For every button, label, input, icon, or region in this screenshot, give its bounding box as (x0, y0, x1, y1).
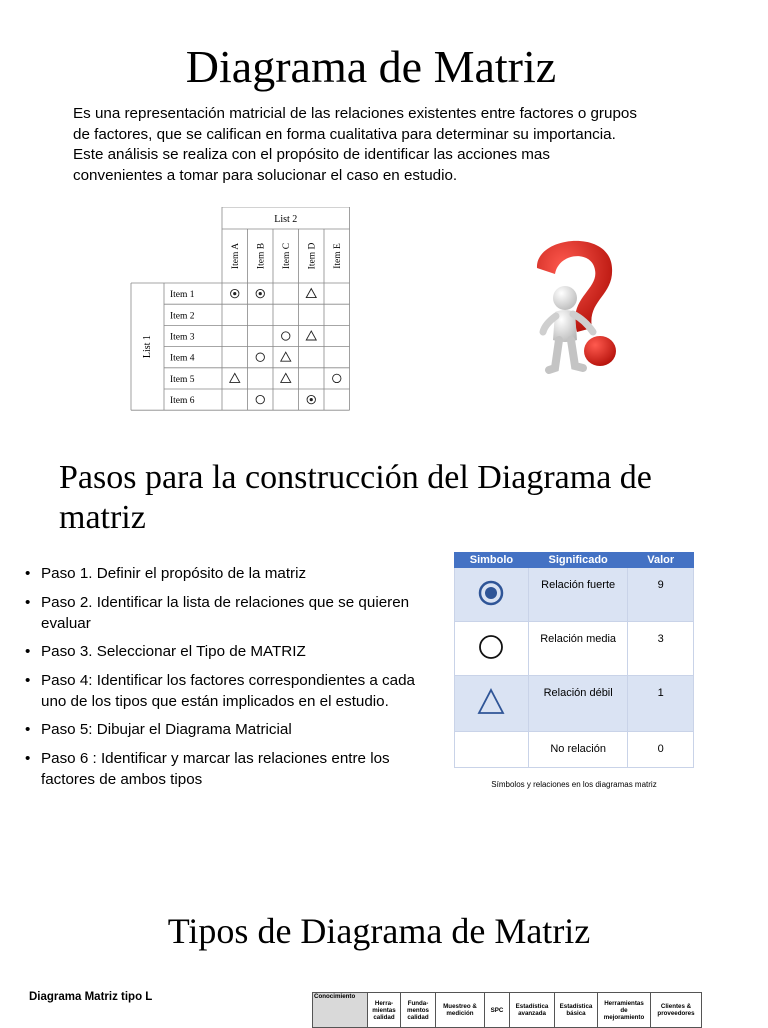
medium-relation-mark (333, 374, 341, 382)
strong-relation-dot (233, 292, 236, 295)
column-header: Herra- mientas calidad (368, 993, 401, 1028)
no-relation-cell (455, 732, 529, 768)
list-item: • Paso 1. Definir el propósito de la matriz (25, 565, 307, 582)
symbol-legend-table (454, 552, 694, 768)
list2-label: List 2 (274, 214, 298, 225)
legend-header-value: Valor (628, 553, 694, 568)
weak-relation-mark (281, 352, 291, 361)
strong-relation-dot (310, 398, 313, 401)
column-label: Item D (307, 242, 318, 270)
column-header: Herramientas de mejoramiento (598, 993, 651, 1028)
bullet-icon: • (25, 593, 31, 611)
mini-matrix-figure (128, 207, 354, 420)
weak-relation-mark (281, 373, 291, 382)
row-label: Item 3 (170, 332, 195, 343)
bullet-icon: • (25, 643, 31, 660)
legend-meaning: Relación débil (528, 676, 628, 732)
bullet-icon: • (25, 671, 31, 689)
table-row (455, 732, 694, 768)
intro-paragraph: Es una representación matricial de las relaciones existentes entre factores o grupos de factores, que se califican en forma cualitativa para determinar su importancia. Este análisis se realiza con el propósito de identificar las acciones mas convenientes a tomar para solucionar el caso en estudio. (73, 105, 637, 184)
strong-relation-dot (259, 292, 262, 295)
table-row (455, 568, 694, 622)
column-header: Estadística avanzada (510, 993, 555, 1028)
weak-relation-icon (455, 676, 529, 732)
legend-header-meaning: Significado (528, 553, 628, 568)
weak-relation-mark (306, 289, 316, 298)
legend-header-symbol: Simbolo (455, 553, 529, 568)
strong-relation-icon (455, 568, 529, 622)
bullet-icon: • (25, 721, 31, 738)
table-row (313, 993, 702, 1028)
question-mark-figure-icon (515, 228, 625, 383)
medium-relation-mark (256, 395, 264, 403)
column-header: Funda- mentos calidad (401, 993, 436, 1028)
legend-meaning: Relación fuerte (528, 568, 628, 622)
column-label: Item C (281, 242, 292, 270)
bullet-icon: • (25, 565, 31, 582)
column-label: Item B (256, 242, 267, 270)
column-label: Item E (332, 243, 343, 269)
medium-relation-icon (455, 622, 529, 676)
medium-relation-mark (256, 353, 264, 361)
row-label: Item 2 (170, 311, 195, 322)
table-row (455, 676, 694, 732)
legend-value: 9 (628, 568, 694, 622)
row-label: Item 6 (170, 396, 195, 407)
column-label: Item A (230, 242, 241, 270)
medium-relation-mark (282, 332, 290, 340)
legend-caption: Símbolos y relaciones en los diagramas matriz (491, 780, 657, 789)
mini-matrix-svg (128, 207, 354, 415)
legend-header-row (455, 553, 694, 568)
legend-meaning: No relación (528, 732, 628, 768)
legend-value: 3 (628, 622, 694, 676)
types-heading: Tipos de Diagrama de Matriz (167, 911, 591, 951)
legend-value: 1 (628, 676, 694, 732)
type-l-matrix-table (312, 992, 702, 1028)
weak-relation-mark (306, 331, 316, 340)
column-header: SPC (485, 993, 510, 1028)
row-label: Item 4 (170, 353, 195, 364)
column-header: Clientes & proveedores (651, 993, 702, 1028)
list-item: • Paso 2. Identificar la lista de relaciones que se quieren evaluar (25, 593, 410, 632)
bullet-icon: • (25, 749, 31, 767)
list-item: • Paso 5: Dibujar el Diagrama Matricial (25, 721, 292, 738)
list-item: • Paso 6 : Identificar y marcar las relaciones entre los factores de ambos tipos (25, 749, 390, 788)
type-l-label: Diagrama Matriz tipo L (29, 991, 153, 1003)
corner-cell: Conocimiento (313, 993, 368, 1028)
table-row (455, 622, 694, 676)
legend-value: 0 (628, 732, 694, 768)
row-label: Item 5 (170, 374, 195, 385)
weak-relation-mark (230, 373, 240, 382)
steps-heading: Pasos para la construcción del Diagrama de matriz (59, 459, 652, 536)
column-header: Muestreo & medición (436, 993, 485, 1028)
list-item: • Paso 4: Identificar los factores correspondientes a cada uno de los tipos que están implicados en el estudio. (25, 671, 415, 710)
list-item: • Paso 3. Seleccionar el Tipo de MATRIZ (25, 643, 306, 660)
steps-list (25, 563, 423, 797)
column-header: Estadística básica (555, 993, 598, 1028)
list1-label: List 1 (142, 335, 153, 359)
row-label: Item 1 (170, 290, 195, 301)
page-title: Diagrama de Matriz (185, 41, 557, 92)
legend-meaning: Relación media (528, 622, 628, 676)
